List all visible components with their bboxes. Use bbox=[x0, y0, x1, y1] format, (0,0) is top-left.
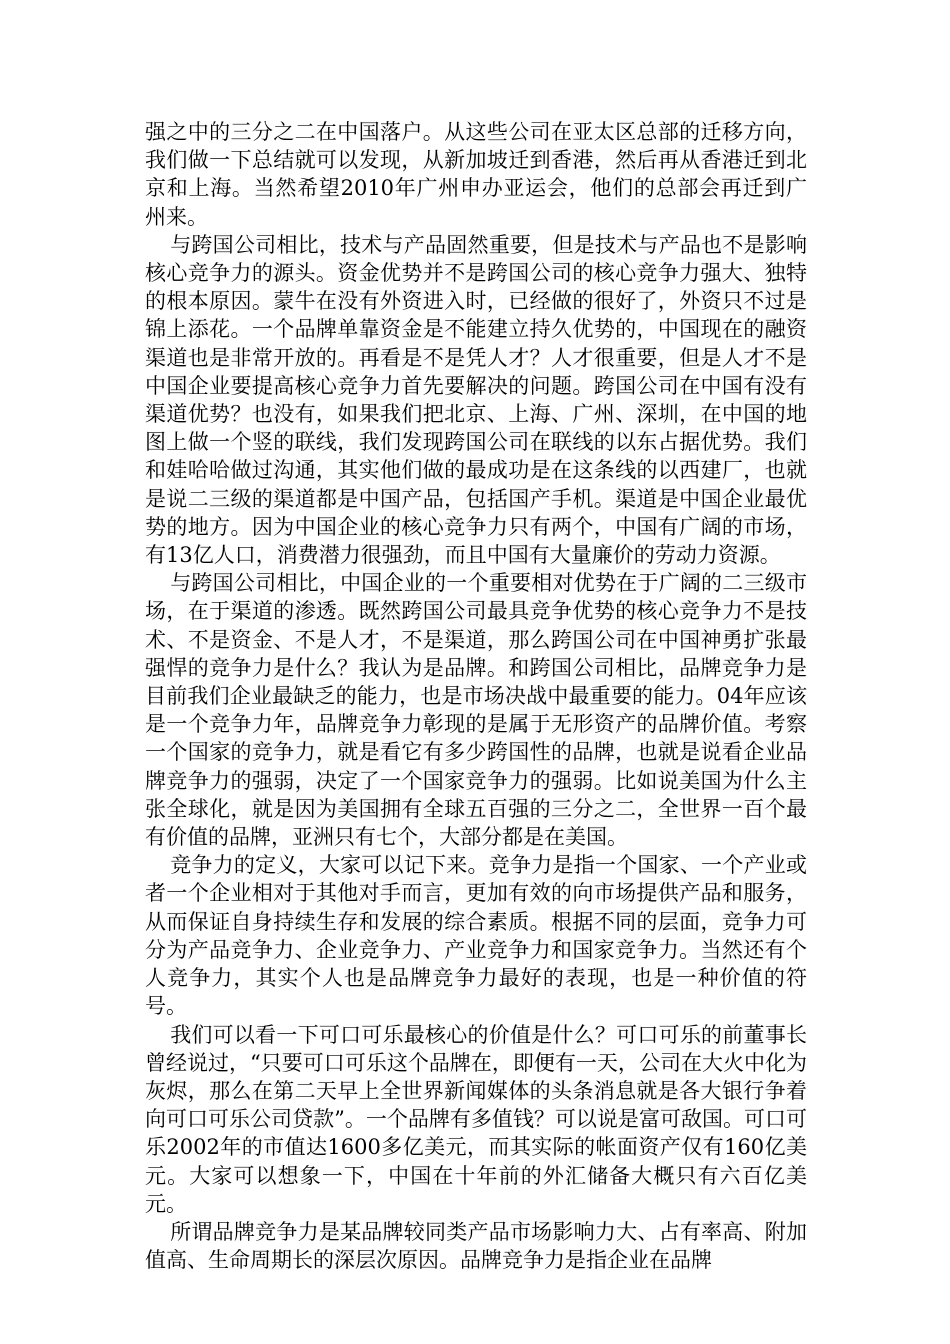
paragraph-6: 所谓品牌竞争力是某品牌较同类产品市场影响力大、占有率高、附加值高、生命周期长的深层次原因。品牌竞争力是指企业在品牌 bbox=[145, 1219, 807, 1273]
paragraph-2: 与跨国公司相比，技术与产品固然重要，但是技术与产品也不是影响核心竞争力的源头。资金优势并不是跨国公司的核心竞争力强大、独特的根本原因。蒙牛在没有外资进入时，已经做的很好了，外资只不过是锦上添花。一个品牌单靠资金是不能建立持久优势的，中国现在的融资渠道也是非常开放的。再看是不是凭人才？人才很重要，但是人才不是中国企业要提高核心竞争力首先要解决的问题。跨国公司在中国有没有渠道优势？也没有，如果我们把北京、上海、广州、深圳，在中国的地图上做一个竖的联线，我们发现跨国公司在联线的以东占据优势。我们和娃哈哈做过沟通，其实他们做的最成功是在这条线的以西建厂，也就是说二三级的渠道都是中国产品，包括国产手机。渠道是中国企业最优势的地方。因为中国企业的核心竞争力只有两个，中国有广阔的市场，有13亿人口，消费潜力很强劲，而且中国有大量廉价的劳动力资源。 bbox=[145, 232, 807, 568]
paragraph-4: 竞争力的定义，大家可以记下来。竞争力是指一个国家、一个产业或者一个企业相对于其他对手而言，更加有效的向市场提供产品和服务，从而保证自身持续生存和发展的综合素质。根据不同的层面，竞争力可分为产品竞争力、企业竞争力、产业竞争力和国家竞争力。当然还有个人竞争力，其实个人也是品牌竞争力最好的表现，也是一种价值的符号。 bbox=[145, 853, 807, 1019]
paragraph-1: 强之中的三分之二在中国落户。从这些公司在亚太区总部的迁移方向，我们做一下总结就可以发现，从新加坡迁到香港，然后再从香港迁到北京和上海。当然希望2010年广州申办亚运会，他们的总部会再迁到广州来。 bbox=[145, 120, 807, 229]
paragraph-3: 与跨国公司相比，中国企业的一个重要相对优势在于广阔的二三级市场，在于渠道的渗透。既然跨国公司最具竞争优势的核心竞争力不是技术、不是资金、不是人才，不是渠道，那么跨国公司在中国神勇扩张最强悍的竞争力是什么？我认为是品牌。和跨国公司相比，品牌竞争力是目前我们企业最缺乏的能力，也是市场决战中最重要的能力。04年应该是一个竞争力年，品牌竞争力彰现的是属于无形资产的品牌价值。考察一个国家的竞争力，就是看它有多少跨国性的品牌，也就是说看企业品牌竞争力的强弱，决定了一个国家竞争力的强弱。比如说美国为什么主张全球化，就是因为美国拥有全球五百强的三分之二，全世界一百个最有价值的品牌，亚洲只有七个，大部分都是在美国。 bbox=[145, 571, 807, 850]
document-page bbox=[145, 118, 807, 1274]
paragraph-5: 我们可以看一下可口可乐最核心的价值是什么？可口可乐的前董事长曾经说过，“只要可口可乐这个品牌在，即便有一天，公司在大火中化为灰烬，那么在第二天早上全世界新闻媒体的头条消息就是各大银行争着向可口可乐公司贷款”。一个品牌有多值钱？可以说是富可敌国。可口可乐2002年的市值达1600多亿美元，而其实际的帐面资产仅有160亿美元。大家可以想象一下，中国在十年前的外汇储备大概只有六百亿美元。 bbox=[145, 1022, 807, 1216]
